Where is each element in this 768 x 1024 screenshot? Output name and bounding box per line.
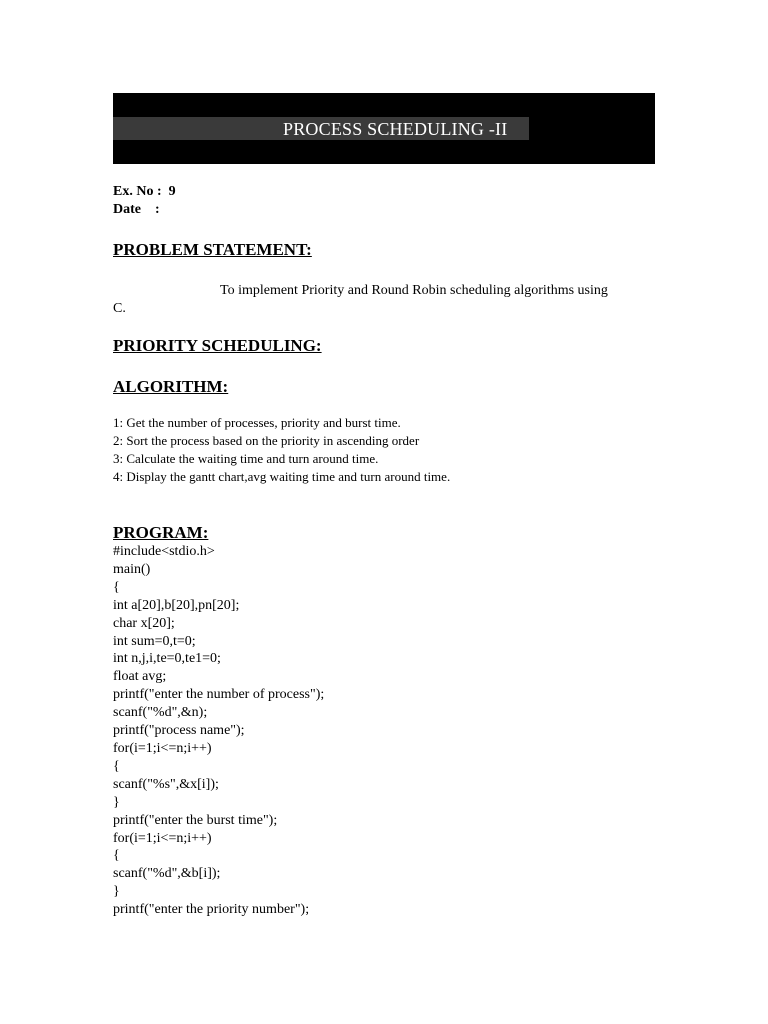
page-title: PROCESS SCHEDULING -II xyxy=(283,119,508,139)
code-line: { xyxy=(113,848,120,864)
problem-statement-line-1: To implement Priority and Round Robin scheduling algorithms using xyxy=(220,283,608,298)
date-field: Date : xyxy=(113,202,160,217)
algorithm-heading: ALGORITHM: xyxy=(113,377,229,396)
code-line: printf("enter the priority number"); xyxy=(113,902,310,918)
program-heading: PROGRAM: xyxy=(113,523,209,542)
algorithm-step: 1: Get the number of processes, priority and burst time. xyxy=(113,415,401,430)
algorithm-step: 2: Sort the process based on the priority in ascending order xyxy=(113,433,420,448)
code-line: { xyxy=(113,579,120,595)
code-line: int n,j,i,te=0,te1=0; xyxy=(113,651,221,667)
code-line: } xyxy=(113,794,120,810)
problem-statement-heading: PROBLEM STATEMENT: xyxy=(113,240,312,259)
algorithm-step: 3: Calculate the waiting time and turn around time. xyxy=(113,451,379,466)
code-line: scanf("%s",&x[i]); xyxy=(113,776,219,792)
code-line: int sum=0,t=0; xyxy=(113,633,196,649)
code-line: } xyxy=(113,884,120,900)
code-line: scanf("%d",&b[i]); xyxy=(113,866,221,882)
title-banner xyxy=(113,93,655,164)
code-line: main() xyxy=(113,561,151,577)
exercise-number: Ex. No : 9 xyxy=(113,184,176,199)
code-line: printf("enter the burst time"); xyxy=(113,812,278,828)
code-line: printf("process name"); xyxy=(113,723,245,739)
code-line: printf("enter the number of process"); xyxy=(113,687,325,703)
algorithm-steps xyxy=(113,414,450,486)
program-code xyxy=(113,543,324,919)
code-line: char x[20]; xyxy=(113,615,175,631)
code-line: { xyxy=(113,758,120,774)
code-line: #include<stdio.h> xyxy=(113,544,215,559)
algorithm-step: 4: Display the gantt chart,avg waiting time and turn around time. xyxy=(113,469,451,484)
code-line: int a[20],b[20],pn[20]; xyxy=(113,597,240,613)
problem-statement-line-2: C. xyxy=(113,301,126,316)
priority-scheduling-heading: PRIORITY SCHEDULING: xyxy=(113,336,322,355)
code-line: for(i=1;i<=n;i++) xyxy=(113,740,212,756)
code-line: scanf("%d",&n); xyxy=(113,705,208,721)
code-line: for(i=1;i<=n;i++) xyxy=(113,830,212,846)
code-line: float avg; xyxy=(113,669,167,685)
